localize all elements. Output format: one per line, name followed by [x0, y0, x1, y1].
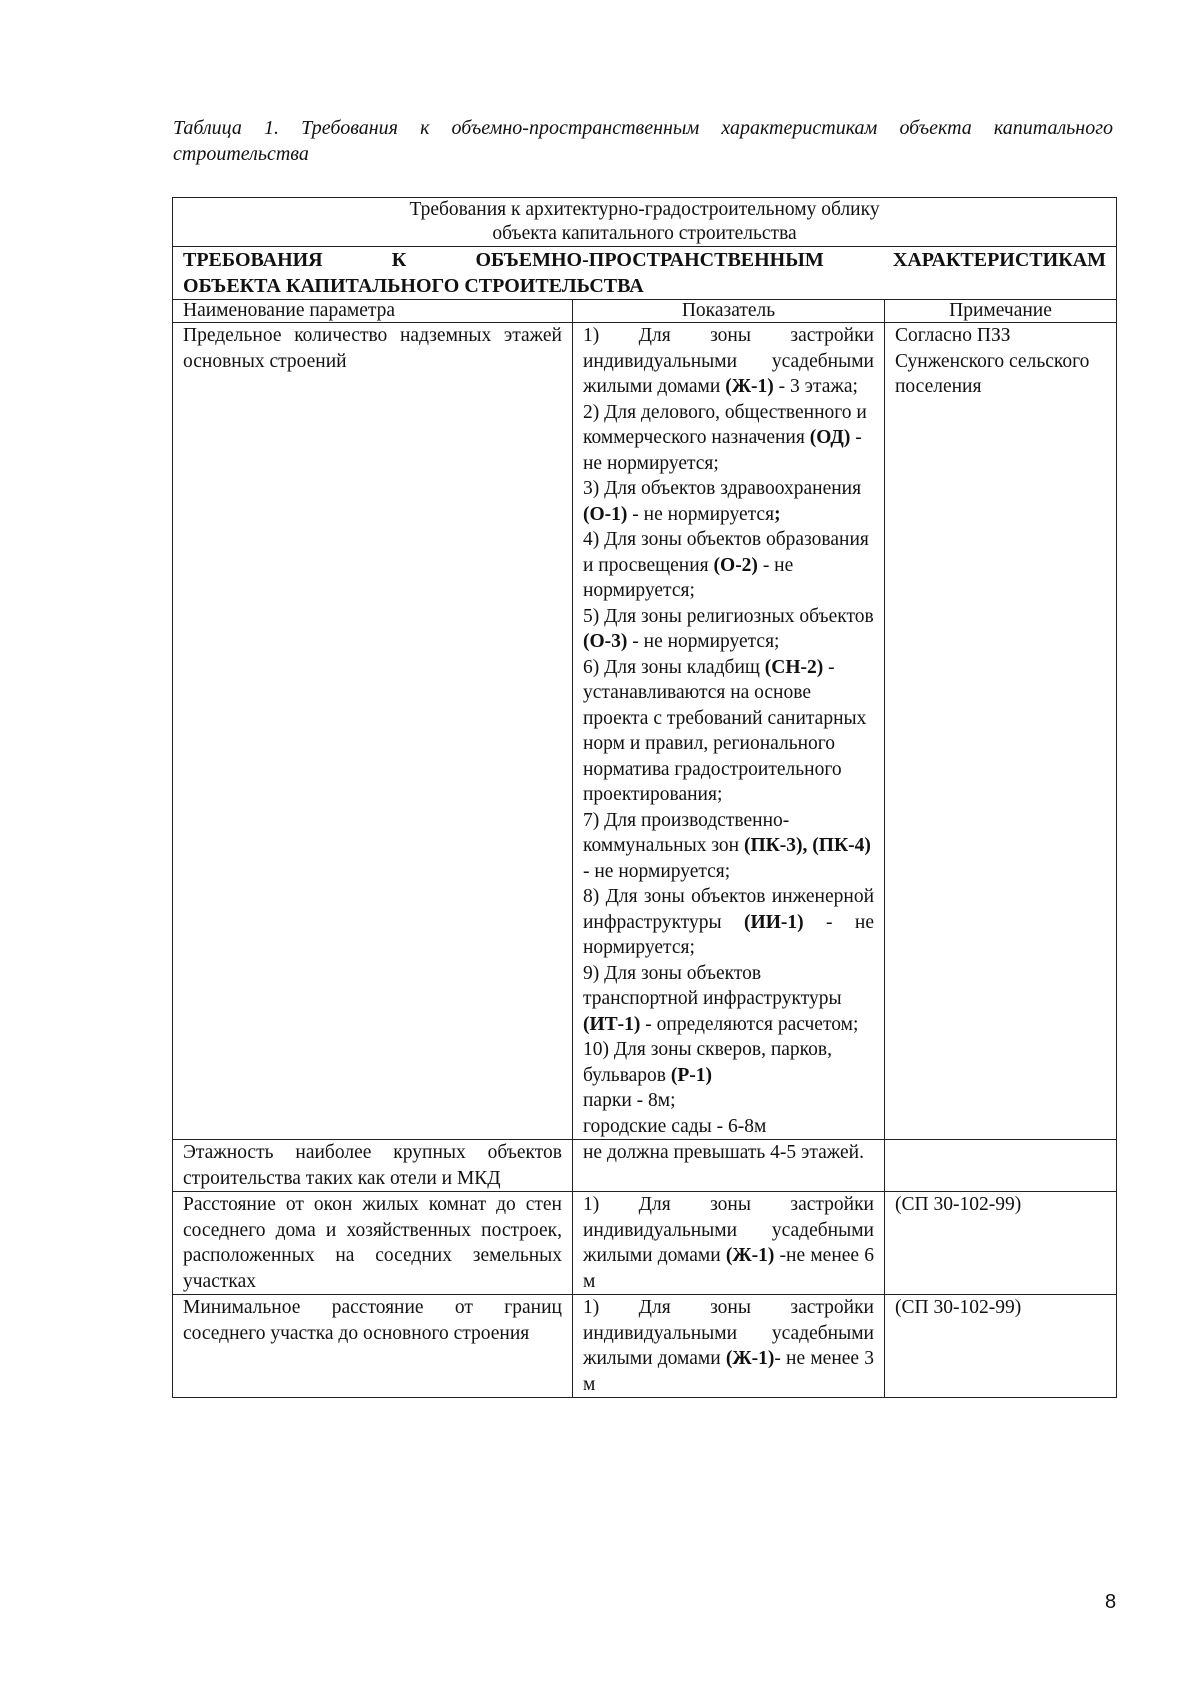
caption-line-1: Таблица 1. Требования к объемно-пространственным характеристикам объекта капитального [173, 117, 1113, 139]
list-item: 9) Для зоны объектов транспортной инфраструктуры (ИТ-1) - определяются расчетом; [583, 962, 859, 1035]
note-cell: (СП 30-102-99) [885, 1295, 1117, 1398]
table-row [173, 1295, 1117, 1398]
table-row [173, 323, 1117, 1140]
table-header-cell [173, 198, 1117, 247]
table-header-row [173, 198, 1117, 247]
list-item: парки - 8м; [583, 1090, 676, 1111]
section-title-word: ОБЪЕМНО-ПРОСТРАНСТВЕННЫМ [475, 249, 824, 271]
column-header-row [173, 300, 1117, 323]
table-row [173, 1192, 1117, 1295]
table-row [173, 1140, 1117, 1192]
parameter-cell: Минимальное расстояние от границ соседнего участка до основного строения [173, 1295, 573, 1398]
header-line-2: объекта капитального строительства [492, 223, 797, 244]
parameter-cell: Этажность наиболее крупных объектов строительства таких как отели и МКД [173, 1140, 573, 1192]
section-title-row [173, 247, 1117, 300]
parameter-cell: Расстояние от окон жилых комнат до стен соседнего дома и хозяйственных построек, расположенных на соседних земельных участках [173, 1192, 573, 1295]
page-number: 8 [1105, 1591, 1117, 1613]
section-title-line-1 [183, 247, 1106, 273]
list-item: 3) Для объектов здравоохранения (О-1) - не нормируется; [583, 478, 862, 525]
section-title-word: ХАРАКТЕРИСТИКАМ [892, 249, 1107, 271]
column-header: Показатель [573, 300, 885, 323]
column-header: Примечание [885, 300, 1117, 323]
list-item: 2) Для делового, общественного и коммерческого назначения (ОД) - не нормируется; [583, 401, 867, 474]
section-title-line-2: ОБЪЕКТА КАПИТАЛЬНОГО СТРОИТЕЛЬСТВА [183, 275, 644, 297]
list-item: 4) Для зоны объектов образования и просвещения (О-2) - не нормируется; [583, 529, 869, 601]
header-line-1: Требования к архитектурно-градостроительному облику [409, 199, 880, 220]
table-caption [173, 115, 1113, 167]
list-item: 6) Для зоны кладбищ (СН-2) - устанавливаются на основе проекта с требований санитарных норм и правил, регионального норматива градостроительного проектирования; [583, 656, 867, 805]
note-cell: Согласно ПЗЗ Сунженского сельского поселения [885, 323, 1117, 1140]
value-cell: не должна превышать 4-5 этажей. [573, 1140, 885, 1192]
value-cell: 1) Для зоны застройки индивидуальными усадебными жилыми домами (Ж-1)- не менее 3 м [573, 1295, 885, 1398]
list-item: 8) Для зоны объектов инженерной инфраструктуры (ИИ-1) - не нормируется; [583, 886, 874, 958]
list-item: 10) Для зоны скверов, парков, бульваров (Р-1) [583, 1039, 832, 1086]
list-item: 7) Для производственно-коммунальных зон (ПК-3), (ПК-4) - не нормируется; [583, 809, 871, 882]
value-cell: 1) Для зоны застройки индивидуальными усадебными жилыми домами (Ж-1) -не менее 6 м [573, 1192, 885, 1295]
column-header: Наименование параметра [173, 300, 573, 323]
section-title-word: ТРЕБОВАНИЯ [183, 249, 323, 271]
list-item: 5) Для зоны религиозных объектов (О-3) - не нормируется; [583, 605, 874, 652]
requirements-table [172, 197, 1117, 1398]
note-cell [885, 1140, 1117, 1192]
note-cell: (СП 30-102-99) [885, 1192, 1117, 1295]
caption-line-2: строительства [173, 143, 309, 165]
list-item: 1) Для зоны застройки индивидуальными усадебными жилыми домами (Ж-1) - 3 этажа; [583, 325, 874, 397]
section-title-cell [173, 247, 1117, 300]
value-cell [573, 323, 885, 1140]
section-title-word: К [391, 249, 407, 271]
list-item: городские сады - 6-8м [583, 1115, 767, 1137]
parameter-cell: Предельное количество надземных этажей основных строений [173, 323, 573, 1140]
